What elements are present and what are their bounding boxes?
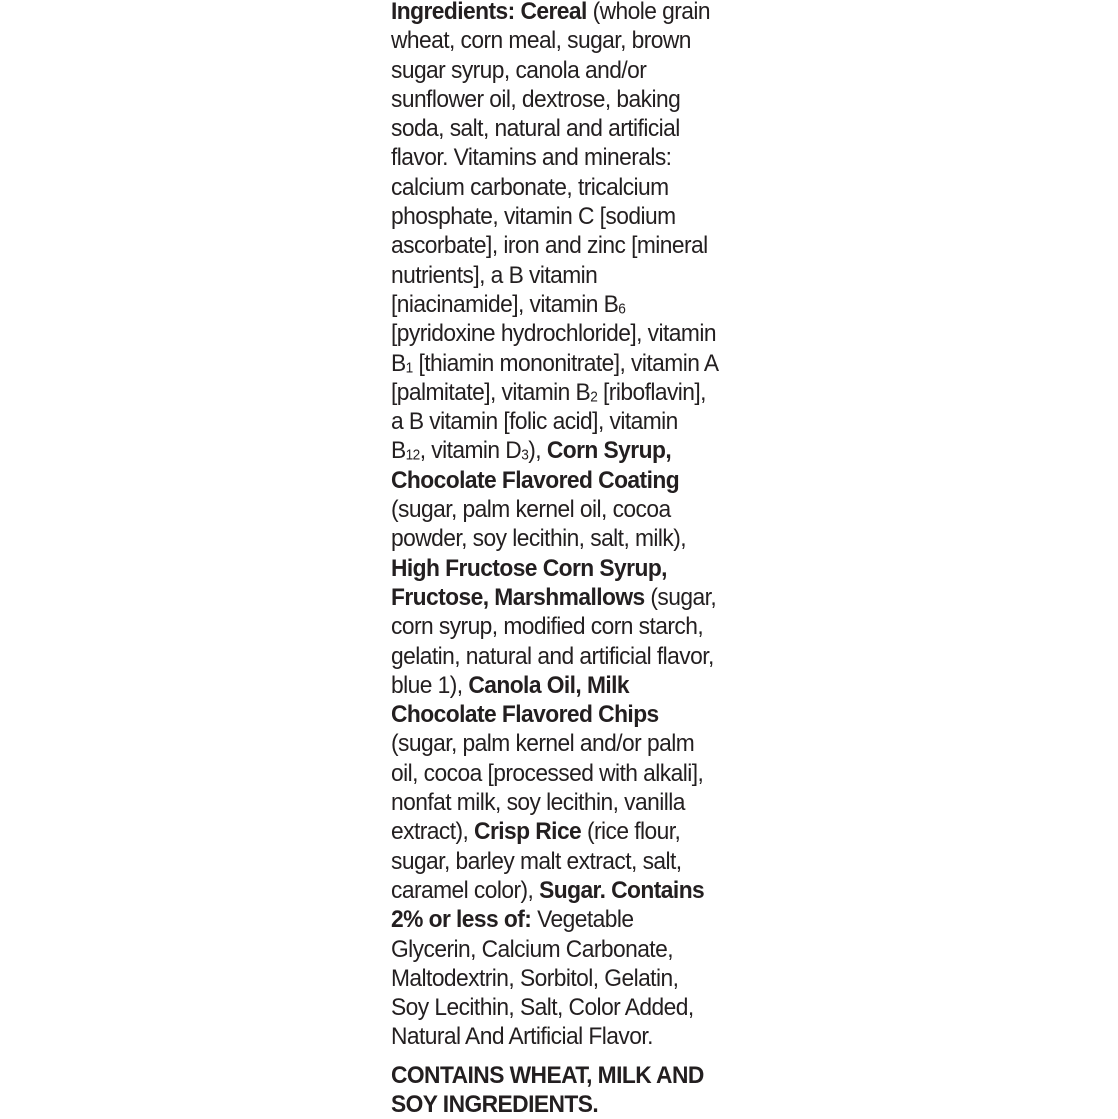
ingredients-line: calcium carbonate, tricalcium — [391, 173, 669, 201]
ingredients-line: Maltodextrin, Sorbitol, Gelatin, — [391, 964, 679, 992]
subscript: 6 — [618, 301, 626, 318]
paragraph-gap — [391, 1052, 726, 1061]
ingredients-line: extract), Crisp Rice (rice flour, — [391, 818, 681, 846]
ingredients-line: 2% or less of: Vegetable — [391, 906, 634, 934]
subscript: 1 — [405, 360, 413, 377]
allergen-statement — [391, 1061, 726, 1119]
ingredients-line: Fructose, Marshmallows (sugar, — [391, 583, 717, 611]
ingredients-line: Chocolate Flavored Coating — [391, 466, 680, 494]
ingredients-line: soda, salt, natural and artificial — [391, 115, 680, 143]
ingredients-line: sugar syrup, canola and/or — [391, 56, 647, 84]
ingredients-line: [pyridoxine hydrochloride], vitamin — [391, 320, 716, 348]
allergen-line: CONTAINS WHEAT, MILK AND — [391, 1061, 704, 1089]
ingredients-line: wheat, corn meal, sugar, brown — [391, 27, 691, 55]
allergen-line: SOY INGREDIENTS. — [391, 1090, 599, 1118]
ingredients-line: Chocolate Flavored Chips — [391, 701, 659, 729]
ingredients-line: phosphate, vitamin C [sodium — [391, 203, 676, 231]
ingredients-label — [391, 0, 726, 1119]
ingredients-line: caramel color), Sugar. Contains — [391, 876, 705, 904]
ingredients-paragraph — [391, 0, 726, 1052]
subscript: 12 — [405, 447, 420, 464]
ingredients-line: sunflower oil, dextrose, baking — [391, 85, 681, 113]
ingredients-line: nonfat milk, soy lecithin, vanilla — [391, 789, 685, 817]
ingredients-line: gelatin, natural and artificial flavor, — [391, 642, 714, 670]
ingredients-line: Glycerin, Calcium Carbonate, — [391, 935, 673, 963]
ingredients-line: [niacinamide], vitamin $B_6$ — [391, 290, 626, 318]
ingredients-line: Natural And Artificial Flavor. — [391, 1023, 653, 1051]
ingredients-line: sugar, barley malt extract, salt, — [391, 847, 682, 875]
ingredients-line: (sugar, palm kernel and/or palm — [391, 730, 695, 758]
ingredients-line: nutrients], a B vitamin — [391, 261, 598, 289]
ingredients-line: flavor. Vitamins and minerals: — [391, 144, 672, 172]
subscript: 2 — [590, 389, 598, 406]
ingredients-line: a B vitamin [folic acid], vitamin — [391, 408, 678, 436]
ingredients-line: $B_{12}$, vitamin $D_3$), Corn Syrup, — [391, 437, 672, 465]
ingredients-line: oil, cocoa [processed with alkali], — [391, 759, 704, 787]
ingredients-line: corn syrup, modified corn starch, — [391, 613, 704, 641]
ingredients-line: (sugar, palm kernel oil, cocoa — [391, 496, 671, 524]
ingredients-line: High Fructose Corn Syrup, — [391, 554, 667, 582]
ingredients-line: ascorbate], iron and zinc [mineral — [391, 232, 708, 260]
ingredients-line: blue 1), Canola Oil, Milk — [391, 671, 630, 699]
ingredients-heading: Ingredients: Cereal — [391, 0, 587, 25]
ingredients-line: powder, soy lecithin, salt, milk), — [391, 525, 687, 553]
ingredients-line: [palmitate], vitamin $B_2$ [riboflavin], — [391, 378, 706, 406]
ingredients-line: $B_1$ [thiamin mononitrate], vitamin A — [391, 349, 719, 377]
ingredients-line: Soy Lecithin, Salt, Color Added, — [391, 994, 694, 1022]
ingredients-line: Ingredients: Cereal (whole grain — [391, 0, 710, 25]
subscript: 3 — [521, 447, 529, 464]
